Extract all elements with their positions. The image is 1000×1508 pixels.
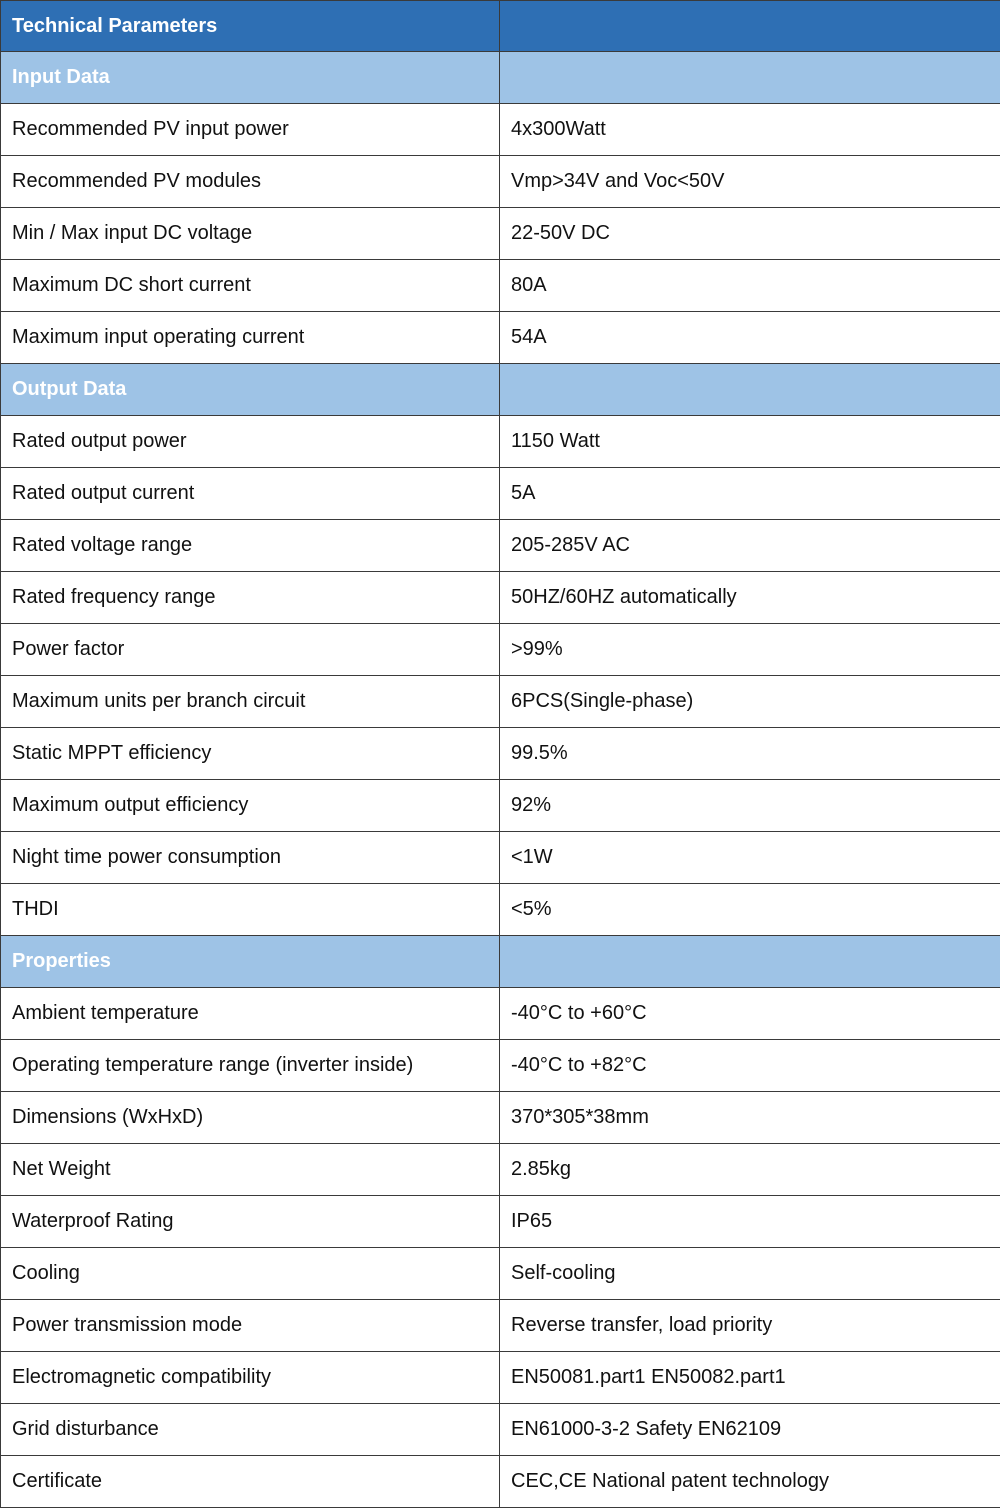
- table-row: [1, 832, 1000, 884]
- table-row: [1, 156, 1000, 208]
- table-title-row: [1, 1, 1000, 52]
- table-row: [1, 260, 1000, 312]
- parameter-value: 80A: [500, 260, 1000, 312]
- parameter-value: CEC,CE National patent technology: [500, 1456, 1000, 1508]
- table-row: [1, 676, 1000, 728]
- section-header-output-data: [1, 364, 1000, 416]
- table-row: [1, 572, 1000, 624]
- table-row: [1, 208, 1000, 260]
- parameter-value: 54A: [500, 312, 1000, 364]
- table-row: [1, 312, 1000, 364]
- parameter-value: 50HZ/60HZ automatically: [500, 572, 1000, 624]
- parameter-value: IP65: [500, 1196, 1000, 1248]
- parameter-label: Electromagnetic compatibility: [1, 1352, 500, 1404]
- parameter-value: <1W: [500, 832, 1000, 884]
- table-row: [1, 884, 1000, 936]
- table-row: [1, 1248, 1000, 1300]
- table-title: Technical Parameters: [1, 1, 500, 52]
- parameter-label: Rated output power: [1, 416, 500, 468]
- parameter-label: Min / Max input DC voltage: [1, 208, 500, 260]
- table-row: [1, 1352, 1000, 1404]
- section-empty-cell: [500, 364, 1000, 416]
- table-row: [1, 1456, 1000, 1508]
- parameter-value: 2.85kg: [500, 1144, 1000, 1196]
- parameter-value: 92%: [500, 780, 1000, 832]
- parameter-label: Power factor: [1, 624, 500, 676]
- section-header-properties: [1, 936, 1000, 988]
- table-row: [1, 468, 1000, 520]
- table-row: [1, 1040, 1000, 1092]
- parameter-label: Recommended PV input power: [1, 104, 500, 156]
- parameter-label: Operating temperature range (inverter inside): [1, 1040, 500, 1092]
- parameter-label: Waterproof Rating: [1, 1196, 500, 1248]
- parameter-label: Maximum DC short current: [1, 260, 500, 312]
- table-title-empty-cell: [500, 1, 1000, 52]
- parameter-value: 4x300Watt: [500, 104, 1000, 156]
- parameter-label: THDI: [1, 884, 500, 936]
- parameter-value: -40°C to +82°C: [500, 1040, 1000, 1092]
- parameter-label: Dimensions (WxHxD): [1, 1092, 500, 1144]
- parameter-label: Static MPPT efficiency: [1, 728, 500, 780]
- parameter-value: 5A: [500, 468, 1000, 520]
- parameter-label: Maximum output efficiency: [1, 780, 500, 832]
- parameter-label: Certificate: [1, 1456, 500, 1508]
- section-heading: Input Data: [1, 52, 500, 104]
- table-row: [1, 104, 1000, 156]
- parameter-value: 99.5%: [500, 728, 1000, 780]
- parameter-value: Vmp>34V and Voc<50V: [500, 156, 1000, 208]
- parameter-label: Night time power consumption: [1, 832, 500, 884]
- parameter-value: 22-50V DC: [500, 208, 1000, 260]
- parameter-label: Maximum units per branch circuit: [1, 676, 500, 728]
- parameter-label: Maximum input operating current: [1, 312, 500, 364]
- parameter-value: Reverse transfer, load priority: [500, 1300, 1000, 1352]
- table-row: [1, 988, 1000, 1040]
- parameter-label: Cooling: [1, 1248, 500, 1300]
- table-row: [1, 1404, 1000, 1456]
- parameter-label: Net Weight: [1, 1144, 500, 1196]
- section-heading: Output Data: [1, 364, 500, 416]
- parameter-value: 6PCS(Single-phase): [500, 676, 1000, 728]
- parameter-value: 1150 Watt: [500, 416, 1000, 468]
- table-row: [1, 780, 1000, 832]
- table-row: [1, 1300, 1000, 1352]
- table-row: [1, 1196, 1000, 1248]
- parameter-value: >99%: [500, 624, 1000, 676]
- section-heading: Properties: [1, 936, 500, 988]
- parameter-value: -40°C to +60°C: [500, 988, 1000, 1040]
- table-body: [1, 1, 1000, 1508]
- parameter-label: Rated frequency range: [1, 572, 500, 624]
- table-row: [1, 728, 1000, 780]
- parameter-value: 370*305*38mm: [500, 1092, 1000, 1144]
- parameter-value: Self-cooling: [500, 1248, 1000, 1300]
- table-row: [1, 520, 1000, 572]
- parameter-label: Rated voltage range: [1, 520, 500, 572]
- parameter-label: Power transmission mode: [1, 1300, 500, 1352]
- parameter-value: EN61000-3-2 Safety EN62109: [500, 1404, 1000, 1456]
- parameter-value: <5%: [500, 884, 1000, 936]
- section-empty-cell: [500, 52, 1000, 104]
- table-row: [1, 416, 1000, 468]
- section-empty-cell: [500, 936, 1000, 988]
- parameter-value: EN50081.part1 EN50082.part1: [500, 1352, 1000, 1404]
- parameter-value: 205-285V AC: [500, 520, 1000, 572]
- table-row: [1, 1144, 1000, 1196]
- table-row: [1, 1092, 1000, 1144]
- parameter-label: Recommended PV modules: [1, 156, 500, 208]
- table-row: [1, 624, 1000, 676]
- section-header-input-data: [1, 52, 1000, 104]
- parameter-label: Rated output current: [1, 468, 500, 520]
- parameter-label: Ambient temperature: [1, 988, 500, 1040]
- parameter-label: Grid disturbance: [1, 1404, 500, 1456]
